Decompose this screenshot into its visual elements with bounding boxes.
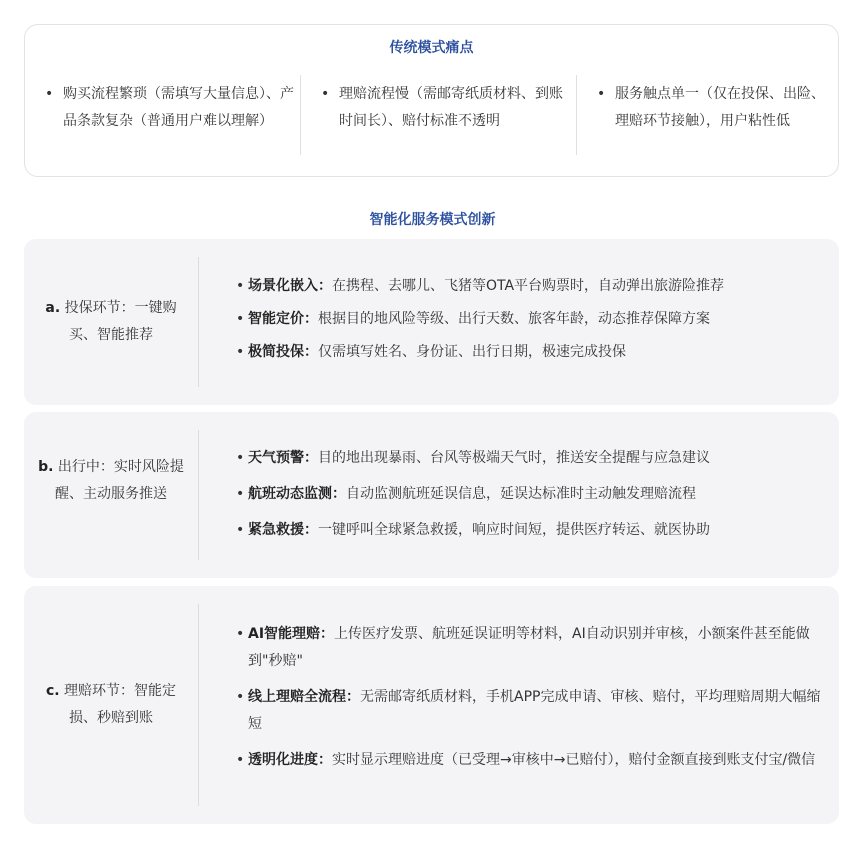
item-text: 目的地出现暴雨、台风等极端天气时，推送安全提醒与应急建议 bbox=[318, 450, 710, 466]
pain-point-text: 服务触点单一（仅在投保、出险、理赔环节接触），用户粘性低 bbox=[615, 86, 825, 129]
item-key: 极简投保： bbox=[248, 344, 318, 360]
list-item: • 极简投保：仅需填写姓名、身份证、出行日期，极速完成投保 bbox=[236, 344, 626, 360]
item-text: 根据目的地风险等级、出行天数、旅客年龄，动态推荐保障方案 bbox=[318, 311, 710, 327]
item-key: AI智能理赔： bbox=[248, 626, 335, 642]
item-text: 自动监测航班延误信息，延误达标准时主动触发理赔流程 bbox=[346, 486, 696, 502]
feature-list bbox=[236, 621, 831, 774]
section-label bbox=[24, 295, 198, 349]
section-label bbox=[24, 454, 198, 508]
item-key: 线上理赔全流程： bbox=[248, 689, 360, 705]
list-item: • 天气预警：目的地出现暴雨、台风等极端天气时，推送安全提醒与应急建议 bbox=[236, 450, 710, 466]
section-divider bbox=[198, 430, 199, 560]
section-card-a bbox=[24, 239, 839, 405]
item-key: 透明化进度： bbox=[248, 752, 332, 768]
list-item: • 线上理赔全流程：无需邮寄纸质材料，手机APP完成申请、审核、赔付，平均理赔周期大幅缩短 bbox=[236, 689, 821, 732]
pain-point-text: 购买流程繁琐（需填写大量信息）、产品条款复杂（普通用户难以理解） bbox=[63, 86, 294, 129]
bullet-icon: • bbox=[597, 86, 606, 102]
item-key: 智能定价： bbox=[248, 311, 318, 327]
item-key: 航班动态监测： bbox=[248, 486, 346, 502]
item-key: 紧急救援： bbox=[248, 522, 318, 538]
list-item: • 智能定价：根据目的地风险等级、出行天数、旅客年龄，动态推荐保障方案 bbox=[236, 311, 710, 327]
column-divider bbox=[576, 75, 577, 155]
section-label-prefix: b. bbox=[38, 459, 54, 475]
item-key: 天气预警： bbox=[248, 450, 318, 466]
list-item: • 场景化嵌入：在携程、去哪儿、飞猪等OTA平台购票时，自动弹出旅游险推荐 bbox=[236, 278, 725, 294]
innovation-title: 智能化服务模式创新 bbox=[369, 212, 496, 228]
section-label-prefix: c. bbox=[45, 683, 60, 699]
list-item: • AI智能理赔：上传医疗发票、航班延误证明等材料，AI自动识别并审核，小额案件甚至能做到"秒赔" bbox=[236, 626, 810, 669]
list-item: • 透明化进度：实时显示理赔进度（已受理→审核中→已赔付），赔付金额直接到账支付宝/微信 bbox=[236, 752, 816, 768]
section-label bbox=[24, 678, 198, 732]
bullet-icon: • bbox=[321, 86, 330, 102]
pain-point-text: 理赔流程慢（需邮寄纸质材料、到账时间长）、赔付标准不透明 bbox=[339, 86, 563, 129]
bullet-icon: • bbox=[45, 86, 54, 102]
pain-point-item bbox=[45, 81, 295, 177]
section-label-text: 投保环节：一键购买、智能推荐 bbox=[64, 300, 177, 343]
pain-points-title: 传统模式痛点 bbox=[389, 40, 474, 56]
item-text: 上传医疗发票、航班延误证明等材料，AI自动识别并审核，小额案件甚至能做到"秒赔" bbox=[248, 626, 810, 669]
list-item: • 航班动态监测：自动监测航班延误信息，延误达标准时主动触发理赔流程 bbox=[236, 486, 696, 502]
section-divider bbox=[198, 257, 199, 387]
item-key: 场景化嵌入： bbox=[248, 278, 332, 294]
list-item: • 紧急救援：一键呼叫全球紧急救援，响应时间短，提供医疗转运、就医协助 bbox=[236, 522, 710, 538]
section-card-c bbox=[24, 586, 839, 824]
section-card-b bbox=[24, 412, 839, 578]
feature-list bbox=[236, 273, 831, 366]
item-text: 无需邮寄纸质材料，手机APP完成申请、审核、赔付，平均理赔周期大幅缩短 bbox=[248, 689, 821, 732]
item-text: 仅需填写姓名、身份证、出行日期，极速完成投保 bbox=[318, 344, 626, 360]
section-divider bbox=[198, 604, 199, 806]
section-label-text: 出行中：实时风险提醒、主动服务推送 bbox=[55, 459, 184, 502]
pain-point-item bbox=[321, 81, 571, 177]
pain-point-item bbox=[597, 81, 835, 177]
pain-points-card bbox=[24, 24, 839, 177]
section-label-prefix: a. bbox=[45, 300, 61, 316]
item-text: 实时显示理赔进度（已受理→审核中→已赔付），赔付金额直接到账支付宝/微信 bbox=[332, 752, 816, 768]
item-text: 在携程、去哪儿、飞猪等OTA平台购票时，自动弹出旅游险推荐 bbox=[332, 278, 725, 294]
item-text: 一键呼叫全球紧急救援，响应时间短，提供医疗转运、就医协助 bbox=[318, 522, 710, 538]
column-divider bbox=[300, 75, 301, 155]
feature-list bbox=[236, 445, 831, 544]
section-label-text: 理赔环节：智能定损、秒赔到账 bbox=[64, 683, 177, 726]
